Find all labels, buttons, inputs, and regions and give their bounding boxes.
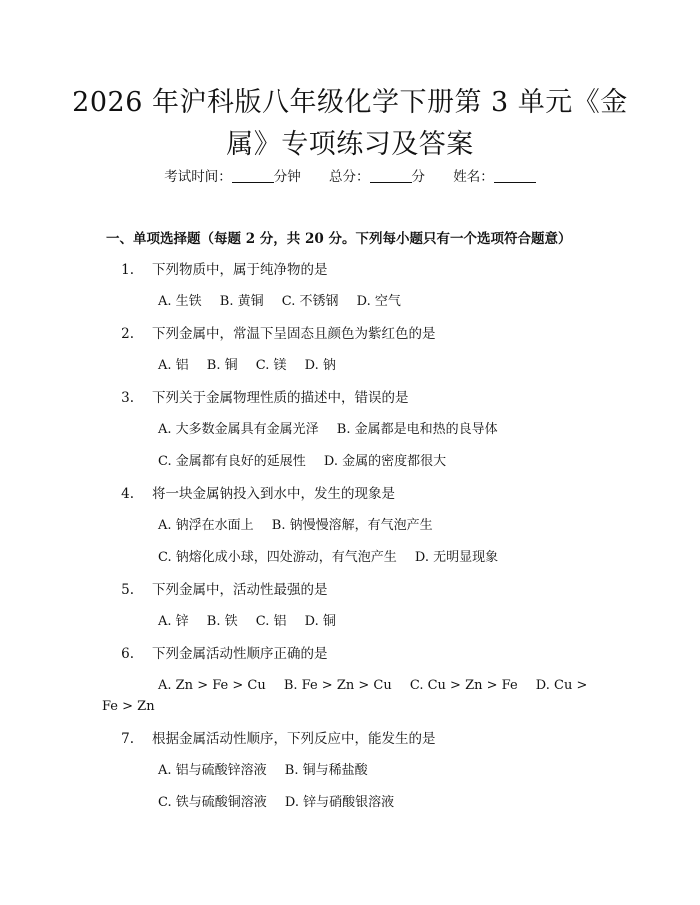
- option-b[interactable]: B. 铜: [206, 358, 238, 373]
- question-text: 根据金属活动性顺序，下列反应中，能发生的是: [152, 731, 436, 747]
- section-heading: 一、单项选择题（每题 2 分，共 20 分。下列每小题只有一个选项符合题意）: [106, 231, 572, 247]
- question-text: 下列物质中，属于纯净物的是: [152, 262, 328, 278]
- exam-time-unit: 分钟: [273, 169, 301, 185]
- option-b[interactable]: B. Fe > Zn > Cu: [283, 678, 392, 693]
- option-c[interactable]: C. Cu > Zn > Fe: [409, 678, 518, 693]
- question-7: [106, 728, 436, 750]
- question-number: 1.: [121, 262, 134, 278]
- exam-score-label: 总分：: [329, 169, 370, 185]
- question-4-options-row-2: [158, 547, 498, 569]
- question-number: 6.: [121, 646, 134, 662]
- question-number: 3.: [121, 390, 134, 406]
- exam-time-blank[interactable]: [232, 168, 274, 183]
- option-a[interactable]: A. Zn > Fe > Cu: [158, 678, 266, 693]
- question-number: 2.: [121, 326, 134, 342]
- option-c[interactable]: C. 铁与硫酸铜溶液: [158, 795, 267, 810]
- exam-time: [164, 169, 301, 185]
- question-number: 7.: [121, 731, 134, 747]
- option-d[interactable]: D. 铜: [304, 614, 336, 629]
- option-c[interactable]: C. 铝: [255, 614, 287, 629]
- question-text: 下列关于金属物理性质的描述中，错误的是: [152, 390, 409, 406]
- document-title-line-1: 2026 年沪科版八年级化学下册第 3 单元《金: [72, 87, 628, 118]
- option-b[interactable]: B. 金属都是电和热的良导体: [336, 422, 498, 437]
- question-6-option-d-continuation: Fe > Zn: [102, 699, 155, 714]
- question-4-options-row-1: [158, 515, 433, 537]
- question-1: [106, 259, 328, 281]
- option-b[interactable]: B. 铜与稀盐酸: [284, 763, 368, 778]
- option-a[interactable]: A. 生铁: [158, 294, 202, 309]
- document-title-line-2: 属》专项练习及答案: [226, 129, 474, 160]
- question-number: 4.: [121, 486, 134, 502]
- question-text: 将一块金属钠投入到水中，发生的现象是: [152, 486, 395, 502]
- option-d[interactable]: D. 无明显现象: [414, 550, 499, 565]
- question-5: [106, 579, 328, 601]
- exam-score: [329, 169, 425, 185]
- question-text: 下列金属中，常温下呈固态且颜色为紫红色的是: [152, 326, 436, 342]
- exam-name: [453, 169, 536, 185]
- question-2: [106, 323, 436, 345]
- option-d[interactable]: D. 金属的密度都很大: [323, 454, 447, 469]
- question-text: 下列金属活动性顺序正确的是: [152, 646, 328, 662]
- option-c[interactable]: C. 镁: [255, 358, 287, 373]
- option-a[interactable]: A. 铝: [158, 358, 189, 373]
- question-5-options: [158, 611, 336, 633]
- option-c[interactable]: C. 金属都有良好的延展性: [158, 454, 306, 469]
- exam-name-blank[interactable]: [494, 168, 536, 183]
- option-b[interactable]: B. 钠慢慢溶解，有气泡产生: [271, 518, 433, 533]
- option-a[interactable]: A. 锌: [158, 614, 189, 629]
- option-d[interactable]: D. Cu >: [535, 678, 588, 693]
- option-c[interactable]: C. 不锈钢: [281, 294, 339, 309]
- question-4: [106, 483, 395, 505]
- question-6-options: [158, 675, 587, 697]
- option-d[interactable]: D. 锌与硝酸银溶液: [284, 795, 395, 810]
- option-a[interactable]: A. 钠浮在水面上: [158, 518, 254, 533]
- option-d[interactable]: D. 钠: [304, 358, 336, 373]
- question-7-options-row-1: [158, 760, 368, 782]
- option-b[interactable]: B. 铁: [206, 614, 238, 629]
- question-1-options: [158, 291, 401, 313]
- question-number: 5.: [121, 582, 134, 598]
- exam-time-label: 考试时间：: [164, 169, 232, 185]
- exam-name-label: 姓名：: [453, 169, 494, 185]
- question-7-options-row-2: [158, 792, 394, 814]
- exam-score-unit: 分: [411, 169, 425, 185]
- question-6: [106, 643, 328, 665]
- exam-info: [0, 166, 700, 188]
- question-3: [106, 387, 409, 409]
- question-2-options: [158, 355, 336, 377]
- option-b[interactable]: B. 黄铜: [219, 294, 264, 309]
- question-text: 下列金属中，活动性最强的是: [152, 582, 328, 598]
- option-d[interactable]: D. 空气: [356, 294, 401, 309]
- question-3-options-row-2: [158, 451, 446, 473]
- option-c[interactable]: C. 钠熔化成小球，四处游动，有气泡产生: [158, 550, 397, 565]
- exam-score-blank[interactable]: [370, 168, 412, 183]
- option-a[interactable]: A. 铝与硫酸锌溶液: [158, 763, 267, 778]
- option-a[interactable]: A. 大多数金属具有金属光泽: [158, 422, 319, 437]
- question-3-options-row-1: [158, 419, 498, 441]
